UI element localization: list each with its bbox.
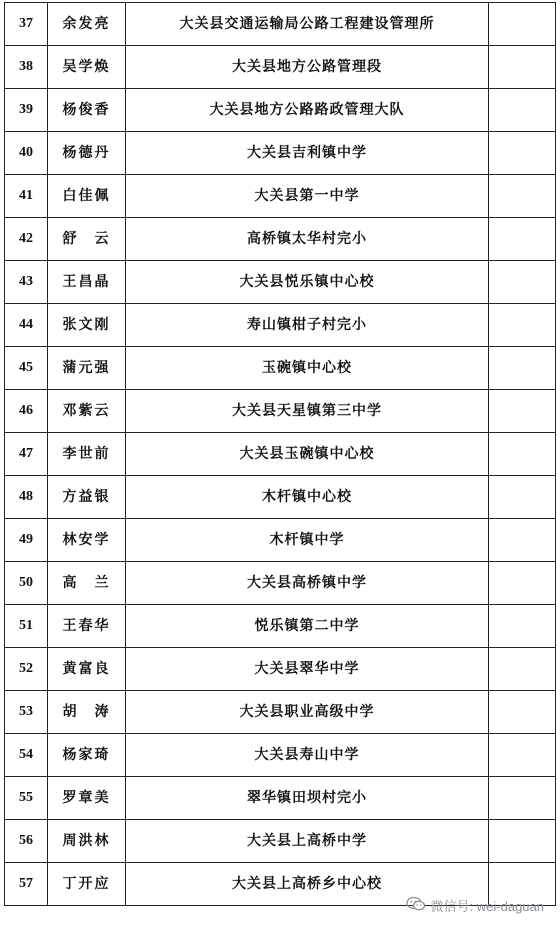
person-name-cell: 丁开应 — [48, 863, 126, 906]
person-name-cell: 李世前 — [48, 433, 126, 476]
watermark-text: 微信号: wei-daguan — [430, 899, 544, 914]
work-unit-cell: 大关县上高桥乡中心校 — [126, 863, 489, 906]
table-row — [5, 605, 556, 648]
person-name-cell: 黄富良 — [48, 648, 126, 691]
table-row — [5, 519, 556, 562]
remarks-cell — [489, 175, 556, 218]
person-name-cell: 吴学焕 — [48, 46, 126, 89]
work-unit-cell: 木杆镇中学 — [126, 519, 489, 562]
row-number-cell: 47 — [5, 433, 48, 476]
row-number-cell: 52 — [5, 648, 48, 691]
remarks-cell — [489, 519, 556, 562]
work-unit-cell: 寿山镇柑子村完小 — [126, 304, 489, 347]
work-unit-cell: 大关县职业高级中学 — [126, 691, 489, 734]
work-unit-cell: 大关县悦乐镇中心校 — [126, 261, 489, 304]
row-number-cell: 50 — [5, 562, 48, 605]
remarks-cell — [489, 347, 556, 390]
row-number-cell: 37 — [5, 3, 48, 46]
work-unit-cell: 大关县高桥镇中学 — [126, 562, 489, 605]
remarks-cell — [489, 476, 556, 519]
remarks-cell — [489, 261, 556, 304]
row-number-cell: 40 — [5, 132, 48, 175]
person-name-cell: 周洪林 — [48, 820, 126, 863]
remarks-cell — [489, 218, 556, 261]
work-unit-cell: 大关县交通运输局公路工程建设管理所 — [126, 3, 489, 46]
person-name-cell: 舒 云 — [48, 218, 126, 261]
row-number-cell: 39 — [5, 89, 48, 132]
person-name-cell: 高 兰 — [48, 562, 126, 605]
table-row — [5, 476, 556, 519]
person-name-cell: 杨家琦 — [48, 734, 126, 777]
table-row — [5, 734, 556, 777]
work-unit-cell: 大关县第一中学 — [126, 175, 489, 218]
person-name-cell: 胡 涛 — [48, 691, 126, 734]
table-row — [5, 433, 556, 476]
remarks-cell — [489, 777, 556, 820]
remarks-cell — [489, 3, 556, 46]
work-unit-cell: 大关县吉利镇中学 — [126, 132, 489, 175]
person-name-cell: 王春华 — [48, 605, 126, 648]
table-row — [5, 777, 556, 820]
row-number-cell: 43 — [5, 261, 48, 304]
row-number-cell: 56 — [5, 820, 48, 863]
remarks-cell — [489, 562, 556, 605]
table-row — [5, 218, 556, 261]
remarks-cell — [489, 605, 556, 648]
row-number-cell: 49 — [5, 519, 48, 562]
wechat-icon — [406, 896, 426, 915]
row-number-cell: 38 — [5, 46, 48, 89]
person-name-cell: 杨德丹 — [48, 132, 126, 175]
row-number-cell: 54 — [5, 734, 48, 777]
row-number-cell: 53 — [5, 691, 48, 734]
work-unit-cell: 木杆镇中心校 — [126, 476, 489, 519]
roster-table-body — [5, 3, 556, 906]
remarks-cell — [489, 820, 556, 863]
table-row — [5, 3, 556, 46]
person-name-cell: 林安学 — [48, 519, 126, 562]
work-unit-cell: 翠华镇田坝村完小 — [126, 777, 489, 820]
row-number-cell: 57 — [5, 863, 48, 906]
table-row — [5, 648, 556, 691]
person-name-cell: 杨俊香 — [48, 89, 126, 132]
table-row — [5, 304, 556, 347]
work-unit-cell: 玉碗镇中心校 — [126, 347, 489, 390]
table-row — [5, 132, 556, 175]
work-unit-cell: 大关县玉碗镇中心校 — [126, 433, 489, 476]
person-name-cell: 蒲元强 — [48, 347, 126, 390]
remarks-cell — [489, 648, 556, 691]
person-name-cell: 方益银 — [48, 476, 126, 519]
remarks-cell — [489, 46, 556, 89]
table-row — [5, 261, 556, 304]
table-row — [5, 562, 556, 605]
row-number-cell: 55 — [5, 777, 48, 820]
table-row — [5, 175, 556, 218]
row-number-cell: 41 — [5, 175, 48, 218]
row-number-cell: 45 — [5, 347, 48, 390]
table-row — [5, 46, 556, 89]
work-unit-cell: 大关县寿山中学 — [126, 734, 489, 777]
work-unit-cell: 悦乐镇第二中学 — [126, 605, 489, 648]
row-number-cell: 51 — [5, 605, 48, 648]
remarks-cell — [489, 734, 556, 777]
person-name-cell: 罗章美 — [48, 777, 126, 820]
table-row — [5, 390, 556, 433]
person-name-cell: 王昌晶 — [48, 261, 126, 304]
person-name-cell: 邓紫云 — [48, 390, 126, 433]
work-unit-cell: 高桥镇太华村完小 — [126, 218, 489, 261]
table-row — [5, 347, 556, 390]
person-name-cell: 余发亮 — [48, 3, 126, 46]
roster-table — [4, 2, 556, 906]
person-name-cell: 张文刚 — [48, 304, 126, 347]
remarks-cell — [489, 433, 556, 476]
remarks-cell — [489, 132, 556, 175]
remarks-cell — [489, 89, 556, 132]
work-unit-cell: 大关县上高桥中学 — [126, 820, 489, 863]
row-number-cell: 42 — [5, 218, 48, 261]
work-unit-cell: 大关县地方公路管理段 — [126, 46, 489, 89]
row-number-cell: 44 — [5, 304, 48, 347]
remarks-cell — [489, 691, 556, 734]
work-unit-cell: 大关县翠华中学 — [126, 648, 489, 691]
work-unit-cell: 大关县地方公路路政管理大队 — [126, 89, 489, 132]
table-row — [5, 691, 556, 734]
remarks-cell — [489, 390, 556, 433]
remarks-cell — [489, 304, 556, 347]
person-name-cell: 白佳佩 — [48, 175, 126, 218]
row-number-cell: 46 — [5, 390, 48, 433]
table-row — [5, 820, 556, 863]
watermark — [406, 896, 544, 915]
row-number-cell: 48 — [5, 476, 48, 519]
table-row — [5, 89, 556, 132]
work-unit-cell: 大关县天星镇第三中学 — [126, 390, 489, 433]
